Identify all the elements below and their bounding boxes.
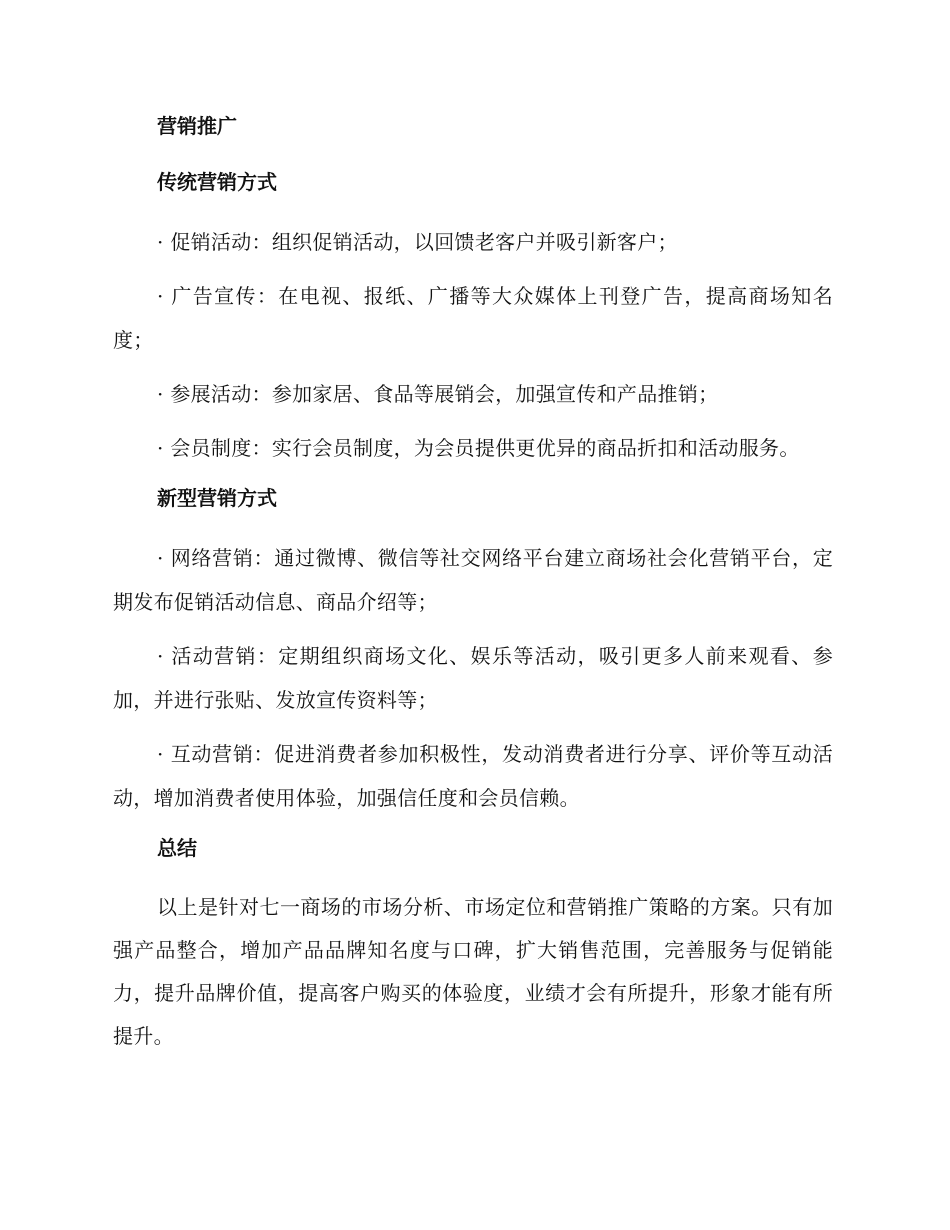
new-item-events: · 活动营销：定期组织商场文化、娱乐等活动，吸引更多人前来观看、参加，并进行张贴、发放宣传资料等； bbox=[113, 644, 833, 712]
document-page bbox=[113, 108, 833, 1068]
traditional-item-membership: · 会员制度：实行会员制度，为会员提供更优异的商品折扣和活动服务。 bbox=[157, 436, 800, 460]
summary-paragraph: 以上是针对七一商场的市场分析、市场定位和营销推广策略的方案。只有加强产品整合，增加产品品牌知名度与口碑，扩大销售范围，完善服务与促销能力，提升品牌价值，提高客户购买的体验度，业绩才会有所提升，形象才能有所提升。 bbox=[113, 895, 833, 1048]
new-item-interactive: · 互动营销：促进消费者参加积极性，发动消费者进行分享、评价等互动活动，增加消费者使用体验，加强信任度和会员信赖。 bbox=[113, 742, 833, 810]
section-title: 营销推广 bbox=[157, 114, 237, 138]
new-marketing-heading: 新型营销方式 bbox=[157, 486, 277, 510]
new-item-online: · 网络营销：通过微博、微信等社交网络平台建立商场社会化营销平台，定期发布促销活动信息、商品介绍等； bbox=[113, 546, 833, 614]
summary-heading: 总结 bbox=[157, 836, 197, 860]
traditional-item-exhibition: · 参展活动：参加家居、食品等展销会，加强宣传和产品推销； bbox=[157, 382, 719, 406]
traditional-marketing-heading: 传统营销方式 bbox=[157, 170, 277, 194]
traditional-item-advertising: · 广告宣传：在电视、报纸、广播等大众媒体上刊登广告，提高商场知名度； bbox=[113, 284, 833, 352]
traditional-item-promotion: · 促销活动：组织促销活动，以回馈老客户并吸引新客户； bbox=[157, 230, 678, 254]
